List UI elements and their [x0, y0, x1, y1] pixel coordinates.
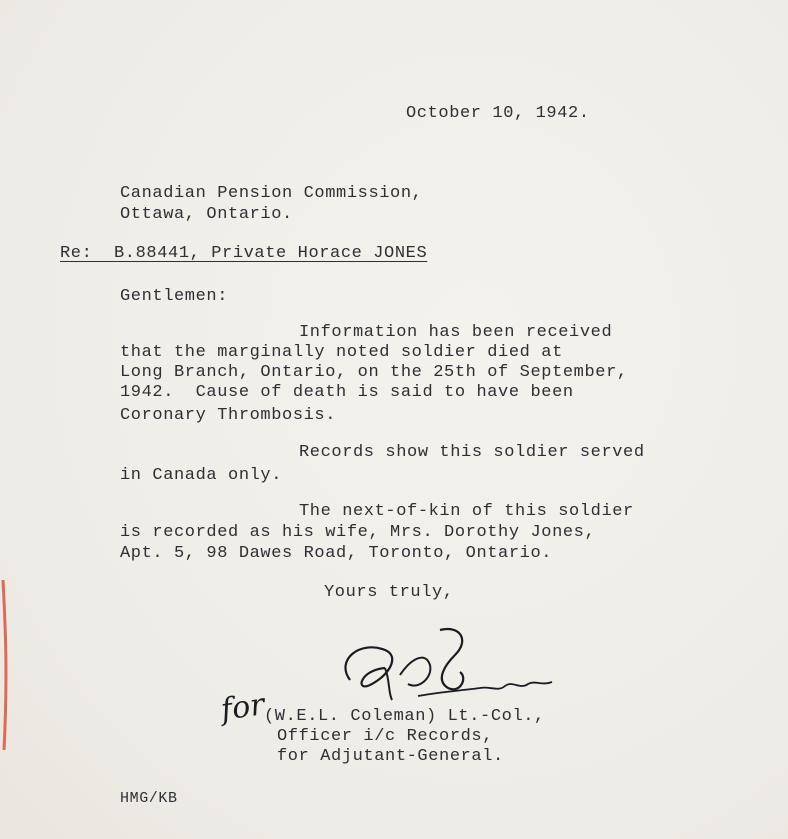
- paragraph-1-line-3: Long Branch, Ontario, on the 25th of September,: [120, 363, 628, 382]
- salutation: Gentlemen:: [120, 287, 229, 306]
- paragraph-1-line-4: 1942. Cause of death is said to have been: [120, 383, 574, 402]
- paragraph-3-line-3: Apt. 5, 98 Dawes Road, Toronto, Ontario.: [120, 544, 553, 563]
- paragraph-1-line-5: Coronary Thrombosis.: [120, 406, 337, 425]
- paragraph-2-line-1: Records show this soldier served: [299, 443, 645, 462]
- signer-line-1: (W.E.L. Coleman) Lt.-Col.,: [264, 707, 545, 726]
- margin-red-mark: [0, 580, 12, 750]
- signature-for-prefix: for: [218, 687, 267, 728]
- handwritten-signature: [330, 620, 570, 715]
- letter-date: October 10, 1942.: [406, 104, 590, 123]
- re-subject-line: Re: B.88441, Private Horace JONES: [60, 244, 428, 263]
- closing: Yours truly,: [324, 583, 454, 602]
- paragraph-2-line-2: in Canada only.: [120, 466, 283, 485]
- signer-line-2: Officer i/c Records,: [277, 727, 494, 746]
- paragraph-3-line-2: is recorded as his wife, Mrs. Dorothy Jones,: [120, 523, 596, 542]
- recipient-line-2: Ottawa, Ontario.: [120, 205, 293, 224]
- paragraph-3-line-1: The next-of-kin of this soldier: [299, 502, 634, 521]
- paragraph-1-line-1: Information has been received: [299, 323, 613, 342]
- paragraph-1-line-2: that the marginally noted soldier died at: [120, 343, 563, 362]
- recipient-line-1: Canadian Pension Commission,: [120, 184, 423, 203]
- signer-line-3: for Adjutant-General.: [277, 747, 504, 766]
- typist-initials: HMG/KB: [120, 790, 178, 807]
